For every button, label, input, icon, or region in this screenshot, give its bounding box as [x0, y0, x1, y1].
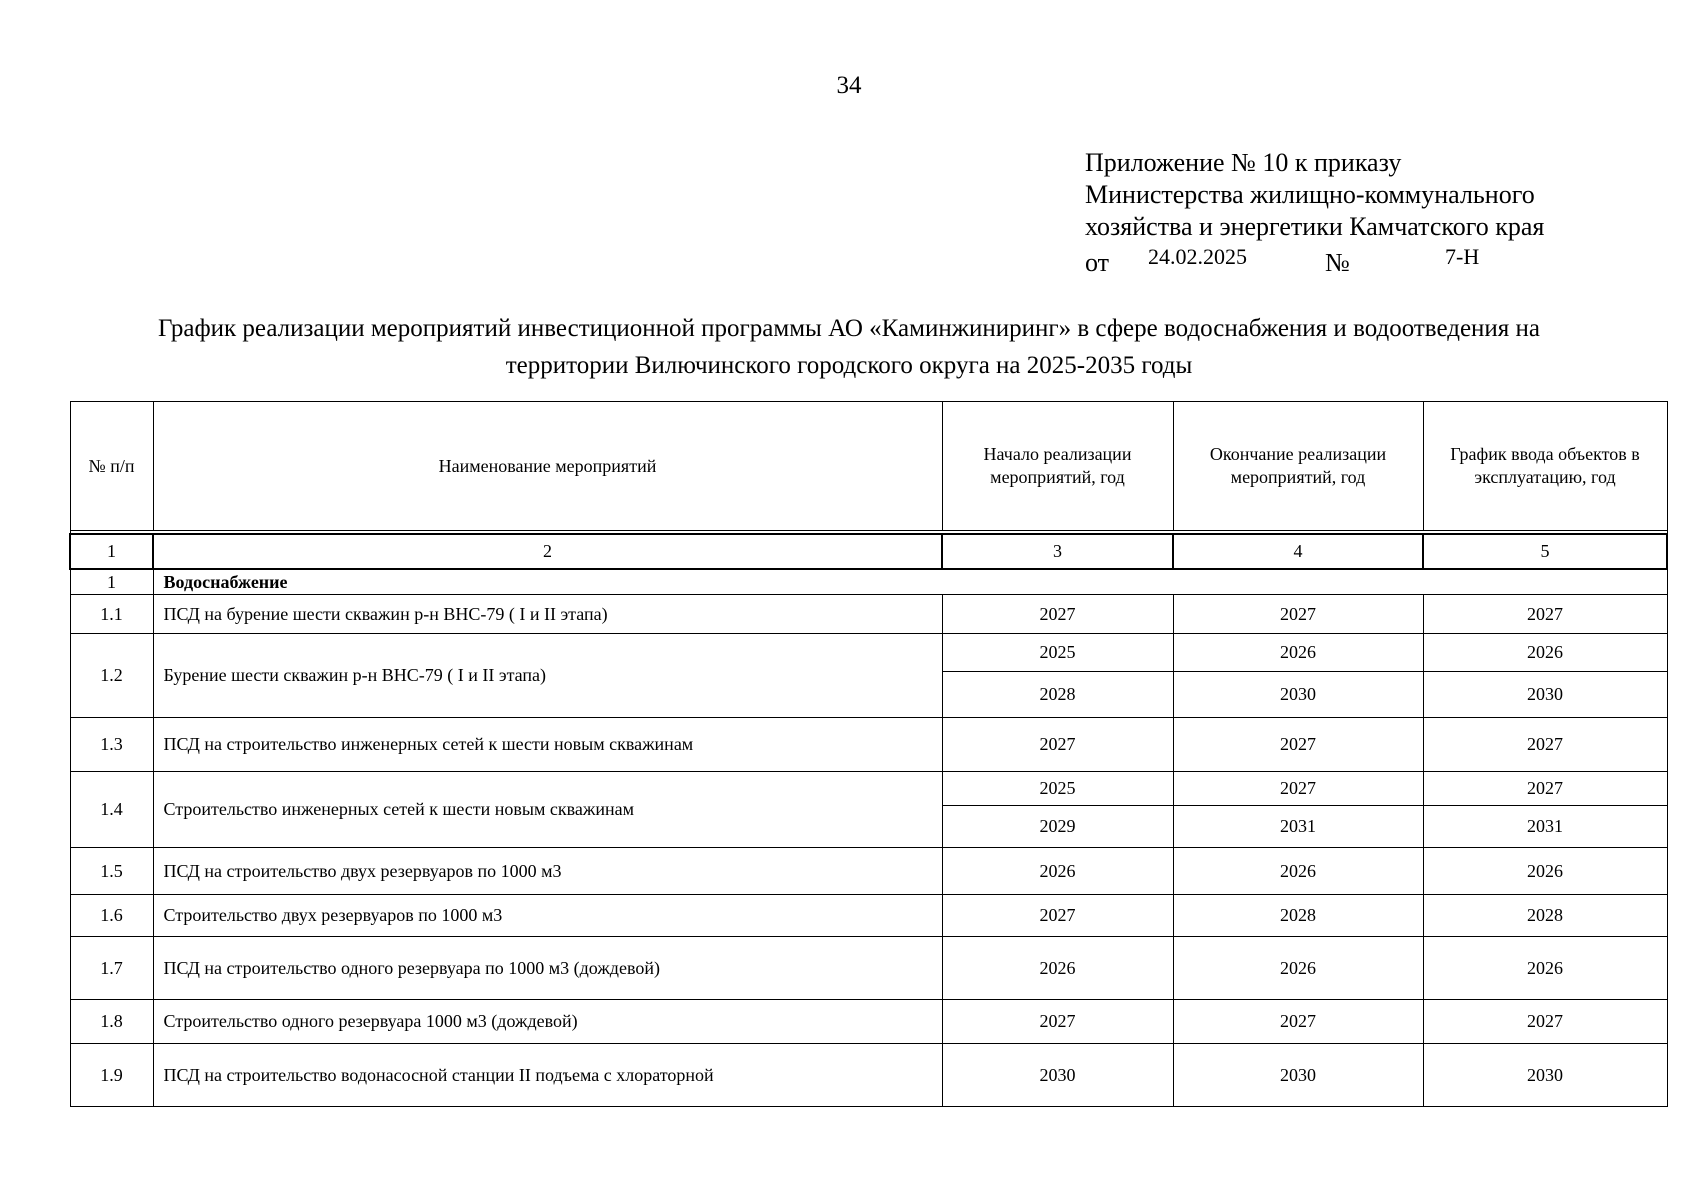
row-name: ПСД на строительство водонасосной станции II подъема с хлораторной — [153, 1044, 942, 1107]
start-year: 2026 — [942, 937, 1173, 1000]
appendix-line-3: хозяйства и энергетики Камчатского края — [1085, 212, 1545, 241]
appendix-date-line — [1085, 243, 1544, 277]
row-name: Строительство двух резервуаров по 1000 м3 — [153, 895, 942, 937]
header-start: Начало реализации мероприятий, год — [942, 402, 1173, 531]
row-name: ПСД на строительство инженерных сетей к шести новым скважинам — [153, 718, 942, 772]
table-header-row — [70, 402, 1667, 531]
section-num: 1 — [70, 569, 153, 595]
appendix-block — [1085, 147, 1544, 277]
table-row — [70, 937, 1667, 1000]
row-num: 1.4 — [70, 772, 153, 848]
row-num: 1.3 — [70, 718, 153, 772]
column-number: 2 — [153, 534, 942, 569]
table-row — [70, 595, 1667, 634]
commission-year: 2026 — [1423, 848, 1667, 895]
commission-year: 2028 — [1423, 895, 1667, 937]
row-num: 1.2 — [70, 634, 153, 718]
document-title-line-2: территории Вилючинского городского округа на 2025-2035 годы — [505, 352, 1193, 379]
date-prefix: от — [1085, 248, 1110, 277]
end-year: 2027 — [1173, 595, 1423, 634]
end-year: 2027 — [1173, 718, 1423, 772]
start-year: 2027 — [942, 595, 1173, 634]
column-number: 3 — [942, 534, 1173, 569]
header-commission: График ввода объектов в эксплуатацию, год — [1423, 402, 1667, 531]
appendix-line-2: Министерства жилищно-коммунального — [1085, 180, 1535, 209]
row-num: 1.7 — [70, 937, 153, 1000]
table-body — [70, 531, 1667, 1107]
row-num: 1.6 — [70, 895, 153, 937]
start-year: 2027 — [942, 895, 1173, 937]
commission-year: 2030 — [1423, 672, 1667, 718]
end-year: 2030 — [1173, 1044, 1423, 1107]
end-year: 2026 — [1173, 937, 1423, 1000]
start-year: 2027 — [942, 718, 1173, 772]
end-year: 2027 — [1173, 1000, 1423, 1044]
column-numbers-row — [70, 534, 1667, 569]
start-year: 2028 — [942, 672, 1173, 718]
end-year: 2027 — [1173, 772, 1423, 806]
row-name: Строительство инженерных сетей к шести новым скважинам — [153, 772, 942, 848]
column-number: 5 — [1423, 534, 1667, 569]
table-row — [70, 848, 1667, 895]
commission-year: 2027 — [1423, 1000, 1667, 1044]
commission-year: 2031 — [1423, 806, 1667, 848]
commission-year: 2027 — [1423, 595, 1667, 634]
end-year: 2026 — [1173, 848, 1423, 895]
table-row — [70, 634, 1667, 672]
row-name: ПСД на бурение шести скважин р-н ВНС-79 ( I и II этапа) — [153, 595, 942, 634]
row-num: 1.8 — [70, 1000, 153, 1044]
commission-year: 2026 — [1423, 634, 1667, 672]
end-year: 2030 — [1173, 672, 1423, 718]
start-year: 2026 — [942, 848, 1173, 895]
table-row — [70, 772, 1667, 806]
schedule-table — [69, 401, 1668, 1107]
table-row — [70, 1044, 1667, 1107]
row-name: Строительство одного резервуара 1000 м3 (дождевой) — [153, 1000, 942, 1044]
order-number: 7-Н — [1445, 244, 1480, 269]
commission-year: 2030 — [1423, 1044, 1667, 1107]
document-title-line-1: График реализации мероприятий инвестиционной программы АО «Каминжиниринг» в сфере водоснабжения и водоотведения на — [157, 315, 1541, 342]
end-year: 2026 — [1173, 634, 1423, 672]
row-num: 1.5 — [70, 848, 153, 895]
start-year: 2027 — [942, 1000, 1173, 1044]
start-year: 2025 — [942, 634, 1173, 672]
commission-year: 2027 — [1423, 718, 1667, 772]
document-title — [60, 310, 1638, 384]
row-name: Бурение шести скважин р-н ВНС-79 ( I и II этапа) — [153, 634, 942, 718]
end-year: 2028 — [1173, 895, 1423, 937]
row-num: 1.1 — [70, 595, 153, 634]
header-end: Окончание реализации мероприятий, год — [1173, 402, 1423, 531]
start-year: 2030 — [942, 1044, 1173, 1107]
appendix-line-1: Приложение № 10 к приказу — [1085, 148, 1402, 177]
end-year: 2031 — [1173, 806, 1423, 848]
table-row — [70, 718, 1667, 772]
table-row — [70, 895, 1667, 937]
column-number: 4 — [1173, 534, 1423, 569]
number-sign: № — [1325, 248, 1350, 277]
header-name: Наименование мероприятий — [153, 402, 942, 531]
start-year: 2025 — [942, 772, 1173, 806]
section-name: Водоснабжение — [153, 569, 1667, 595]
row-name: ПСД на строительство двух резервуаров по 1000 м3 — [153, 848, 942, 895]
column-number: 1 — [70, 534, 153, 569]
commission-year: 2027 — [1423, 772, 1667, 806]
header-num: № п/п — [70, 402, 153, 531]
commission-year: 2026 — [1423, 937, 1667, 1000]
section-row — [70, 569, 1667, 595]
table-row — [70, 1000, 1667, 1044]
row-name: ПСД на строительство одного резервуара по 1000 м3 (дождевой) — [153, 937, 942, 1000]
order-date: 24.02.2025 — [1148, 244, 1247, 269]
page-number: 34 — [836, 72, 862, 99]
start-year: 2029 — [942, 806, 1173, 848]
row-num: 1.9 — [70, 1044, 153, 1107]
